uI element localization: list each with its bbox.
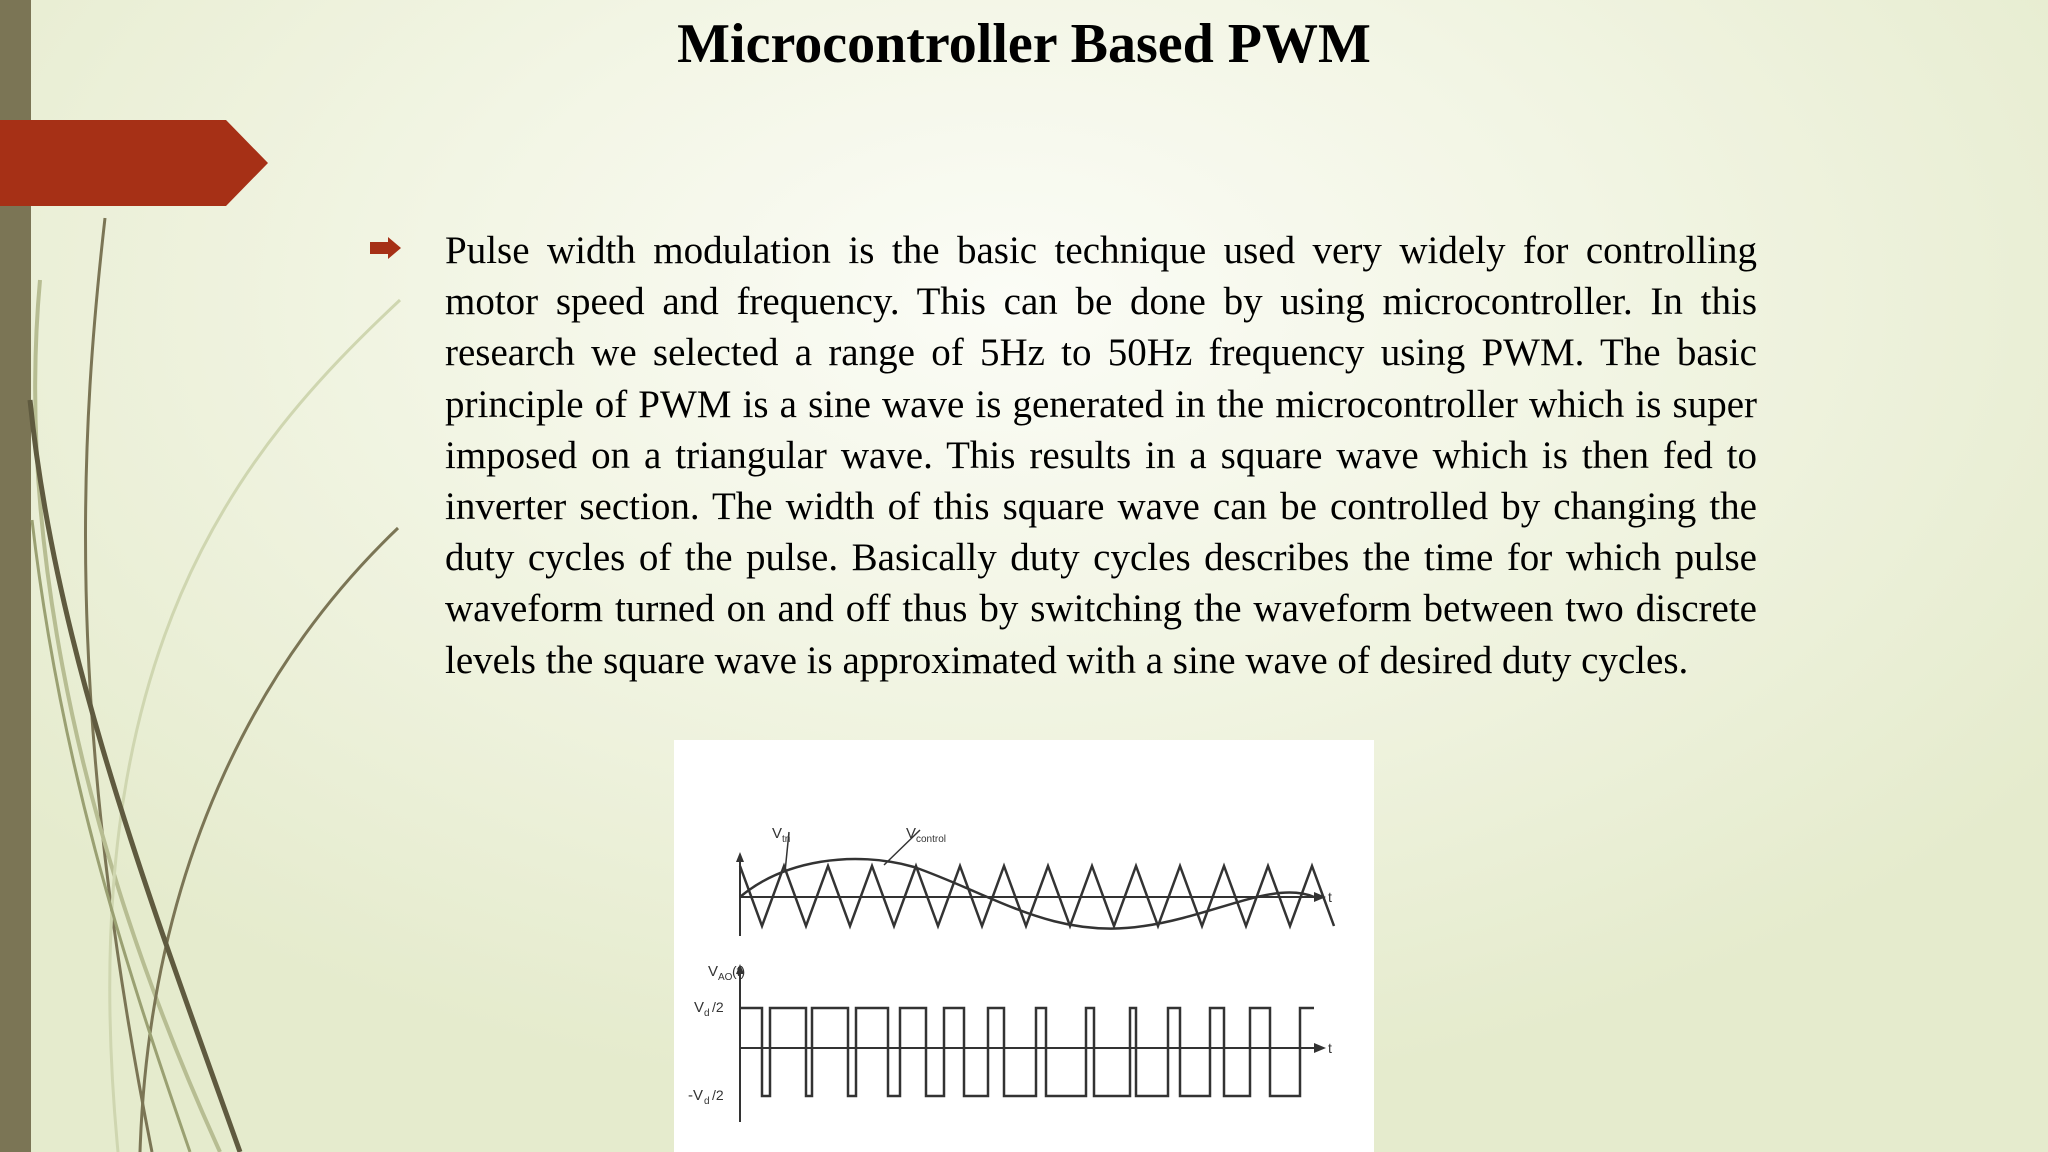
title-accent-arrow [0,120,270,206]
pwm-waveform-figure [674,740,1374,1152]
arrow-bullet-icon [370,236,402,260]
label-vd-neg-sub: d [704,1096,710,1107]
label-vao-suffix: (t) [732,963,746,979]
label-vd-pos-sub: d [704,1008,710,1019]
label-vd-neg: -V [688,1087,703,1104]
label-vtri: V [772,825,783,842]
bullet-paragraph: Pulse width modulation is the basic technique used very widely for controlling motor speed and frequency. This can be done by using microcontroller. In this research we selected a range of 5Hz to 50Hz frequency using PWM. The basic principle of PWM is a sine wave is generated in the microcontroller which is super imposed on a triangular wave. This results in a square wave which is then fed to inverter section. The width of this square wave can be controlled by changing the duty cycles of the pulse. Basically duty cycles describes the time for which pulse waveform turned on and off thus by switching the waveform between two discrete levels the square wave is approximated with a sine wave of desired duty cycles. [445,229,1757,682]
label-vd-pos: V [694,999,705,1016]
label-vcontrol-sub: control [916,834,947,845]
label-vd-neg-suffix: /2 [712,1087,724,1103]
label-t-top: t [1328,889,1332,905]
label-vao: V [708,963,719,980]
pwm-square-wave [740,1008,1314,1096]
slide-title: Microcontroller Based PWM [677,13,1371,75]
label-t-bottom: t [1328,1040,1332,1056]
label-vd-pos-suffix: /2 [712,999,724,1015]
label-vtri-sub: tri [782,834,791,845]
label-vao-sub: AO [718,972,733,983]
label-vcontrol: V [906,825,917,842]
